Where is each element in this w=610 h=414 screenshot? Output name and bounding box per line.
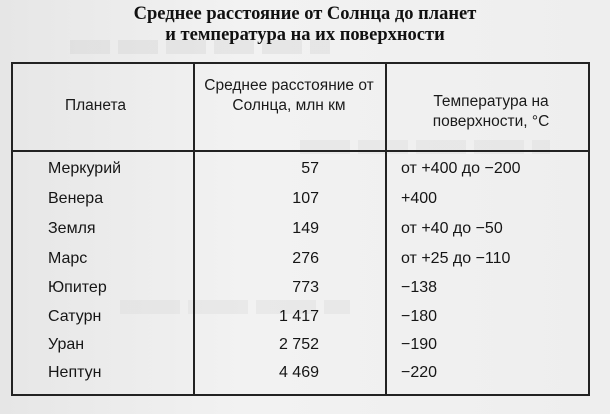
header-distance: Среднее расстояние от Солнца, млн км (204, 77, 374, 114)
planet-temperature: −138 (401, 279, 438, 296)
planet-distance: 57 (301, 160, 319, 177)
planet-temperature: −180 (401, 308, 438, 325)
header-divider (13, 150, 588, 152)
header-planet: Планета (65, 97, 127, 114)
column-divider (193, 64, 195, 394)
planet-temperature: −220 (401, 364, 438, 381)
planet-name: Сатурн (48, 308, 102, 325)
planet-distance: 107 (292, 190, 319, 207)
planet-distance: 149 (292, 220, 319, 237)
planet-temperature: −190 (401, 336, 438, 353)
planet-name: Венера (48, 190, 104, 207)
planets-table (11, 62, 590, 396)
planet-name: Марс (48, 250, 88, 267)
planet-name: Нептун (48, 364, 102, 381)
planet-name: Меркурий (48, 160, 122, 177)
planet-distance: 773 (292, 279, 319, 296)
planet-distance: 2 752 (278, 336, 319, 353)
table-title-line-2: и температура на их поверхности (165, 25, 445, 45)
column-divider (385, 64, 387, 394)
planet-temperature: от +25 до −110 (401, 250, 511, 267)
planet-temperature: от +400 до −200 (401, 160, 521, 177)
planet-temperature: +400 (401, 190, 438, 207)
planet-distance: 276 (292, 250, 319, 267)
planet-distance: 1 417 (278, 308, 319, 325)
table-title-line-1: Среднее расстояние от Солнца до планет (133, 4, 477, 24)
planet-name: Юпитер (48, 279, 107, 296)
planet-temperature: от +40 до −50 (401, 220, 503, 237)
planet-name: Земля (48, 220, 96, 237)
planet-distance: 4 469 (278, 364, 319, 381)
header-temperature: Температура на поверхности, °С (432, 93, 550, 130)
planet-name: Уран (48, 336, 85, 353)
